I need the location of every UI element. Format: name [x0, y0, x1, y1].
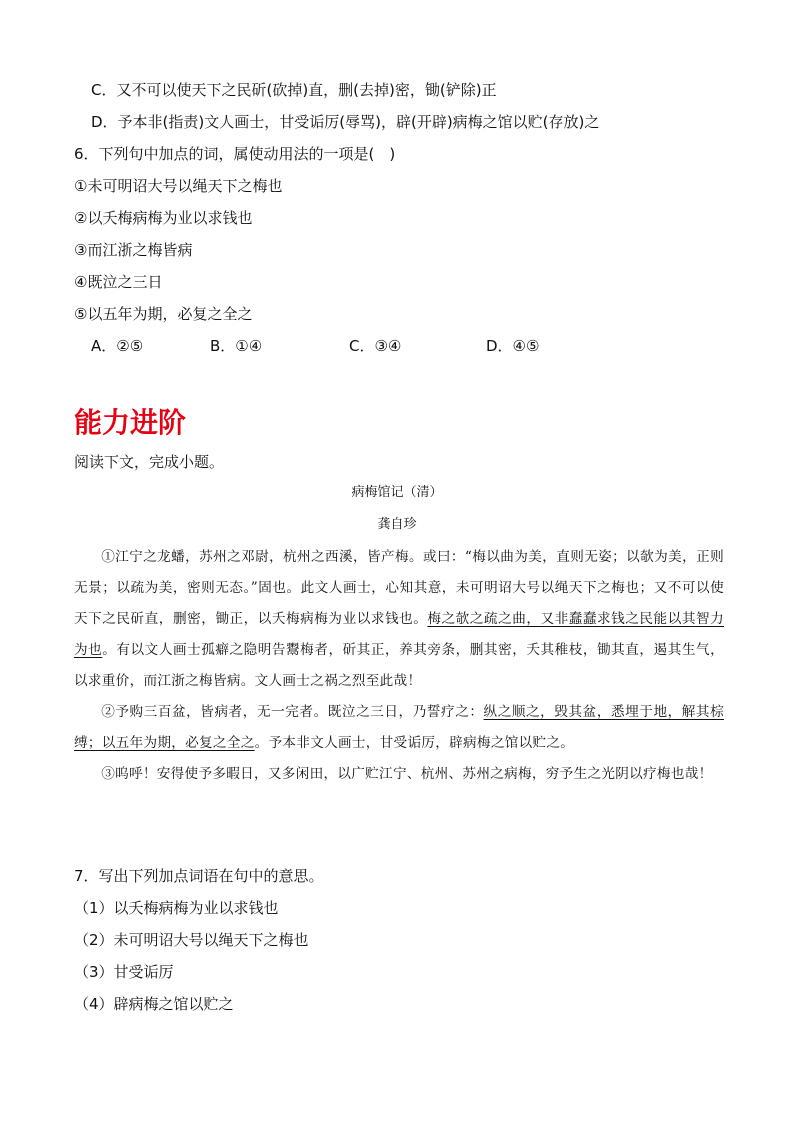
q6-choice-b: B．①④ [210, 337, 263, 355]
article-paragraph-1: ①江宁之龙蟠，苏州之邓尉，杭州之西溪，皆产梅。或曰：“梅以曲为美，直则无姿；以欹为美，正则无景；以疏为美，密则无态。”固也。此文人画士，心知其意，未可明诏大号以绳天下之梅也；又不可以使天下之民斫直，删密，锄正，以夭梅病梅为业以求钱也。梅之欹之疏之曲，又非蠢蠢求钱之民能以其智力为也。有以文人画士孤癖之隐明告鬻梅者，斫其正，养其旁条，删其密，夭其稚枝，锄其直，遏其生气，以求重价，而江浙之梅皆病。文人画士之祸之烈至此哉！ [74, 549, 724, 689]
q7-item-1: （1）以夭梅病梅为业以求钱也 [74, 899, 279, 917]
article-paragraph-2: ②予购三百盆，皆病者，无一完者。既泣之三日，乃誓疗之：纵之顺之，毁其盆，悉埋于地，解其棕缚；以五年为期，必复之全之。予本非文人画士，甘受诟厉，辟病梅之馆以贮之。 [74, 704, 724, 751]
article-body [74, 542, 724, 790]
q7-item-4: （4）辟病梅之馆以贮之 [74, 995, 234, 1013]
q6-choice-a: A．②⑤ [91, 337, 144, 355]
underlined-sentence: 纵之顺之，毁其盆，悉埋于地，解其棕缚；以五年为期，必复之全之 [74, 704, 724, 751]
article-paragraph-3: ③呜呼！安得使予多暇日，又多闲田，以广贮江宁、杭州、苏州之病梅，穷予生之光阴以疗梅也哉！ [101, 766, 713, 782]
q6-stem: 6．下列句中加点的词，属使动用法的一项是( ) [74, 145, 396, 163]
q7-item-3: （3）甘受诟厉 [74, 963, 174, 981]
q7-item-2: （2）未可明诏大号以绳天下之梅也 [74, 931, 309, 949]
article-author: 龚自珍 [377, 517, 417, 532]
q6-item-5: ⑤以五年为期，必复之全之 [74, 305, 253, 323]
q6-item-2: ②以夭梅病梅为业以求钱也 [74, 209, 253, 227]
q6-choice-c: C．③④ [349, 337, 402, 355]
reading-intro: 阅读下文，完成小题。 [74, 453, 225, 471]
q6-item-4: ④既泣之三日 [74, 273, 163, 291]
q6-item-1: ①未可明诏大号以绳天下之梅也 [74, 177, 283, 195]
q5-option-d: D．予本非(指责)文人画士，甘受诟厉(辱骂)，辟(开辟)病梅之馆以贮(存放)之 [91, 113, 600, 131]
article-title: 病梅馆记（清） [351, 485, 443, 500]
q6-item-3: ③而江浙之梅皆病 [74, 241, 193, 259]
q5-option-c: C．又不可以使天下之民斫(砍掉)直，删(去掉)密，锄(铲除)正 [91, 81, 497, 99]
q7-stem: 7．写出下列加点词语在句中的意思。 [74, 867, 324, 885]
section-title: 能力进阶 [74, 406, 187, 439]
underlined-sentence: 梅之欹之疏之曲，又非蠢蠢求钱之民能以其智力为也 [74, 611, 724, 658]
q6-choice-d: D．④⑤ [486, 337, 540, 355]
